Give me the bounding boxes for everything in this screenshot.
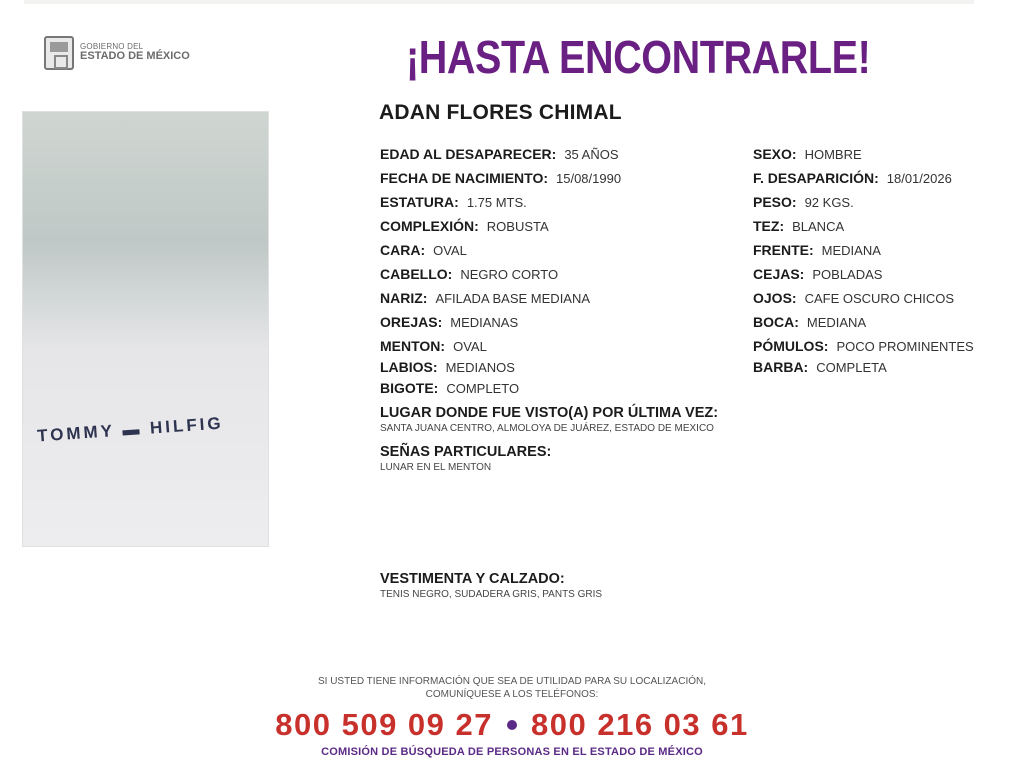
field-label: MENTON: (380, 338, 446, 354)
field-value: 15/08/1990 (556, 171, 622, 186)
field-label: LABIOS: (380, 359, 438, 375)
field-peso (753, 194, 1023, 218)
field-value: MEDIANAS (450, 315, 519, 330)
field-label: OREJAS: (380, 314, 443, 330)
field-label: BOCA: (753, 314, 799, 330)
field-boca (753, 314, 1023, 338)
top-band (24, 0, 974, 4)
field-complexion (380, 218, 750, 242)
field-value: MEDIANA (821, 243, 881, 258)
person-name: ADAN FLORES CHIMAL (379, 101, 622, 124)
headline: ¡HASTA ENCONTRARLE! (406, 31, 871, 83)
field-value: MEDIANOS (445, 360, 515, 375)
last-seen-label: LUGAR DONDE FUE VISTO(A) POR ÚLTIMA VEZ: (380, 405, 719, 421)
bullet-separator-icon (507, 720, 517, 730)
field-label: CARA: (380, 242, 426, 258)
field-label: F. DESAPARICIÓN: (753, 170, 879, 186)
field-label: FECHA DE NACIMIENTO: (380, 170, 548, 186)
fields-right (753, 146, 1023, 380)
footer-info-line1: SI USTED TIENE INFORMACIÓN QUE SEA DE UTILIDAD PARA SU LOCALIZACIÓN, (317, 676, 707, 687)
field-label: FRENTE: (753, 242, 814, 258)
clothing-label: VESTIMENTA Y CALZADO: (380, 571, 565, 587)
clothing-value: TENIS NEGRO, SUDADERA GRIS, PANTS GRIS (380, 589, 603, 600)
phone-numbers (0, 707, 1024, 743)
field-edad (380, 146, 750, 170)
phone-number-1[interactable]: 800 509 09 27 (275, 707, 493, 742)
last-seen-section (380, 405, 718, 434)
last-seen-value: SANTA JUANA CENTRO, ALMOLOYA DE JUÁREZ, ESTADO DE MEXICO (380, 423, 714, 434)
state-crest-icon (44, 36, 74, 70)
photo-shirt-text: TOMMY ▬ HILFIG (36, 413, 225, 446)
field-value: OVAL (453, 339, 487, 354)
marks-section (380, 444, 551, 473)
field-labios (380, 359, 750, 380)
logo-text (80, 43, 190, 63)
field-label: TEZ: (753, 218, 785, 234)
field-label: BIGOTE: (380, 380, 439, 396)
field-value: HOMBRE (804, 147, 862, 162)
field-label: ESTATURA: (380, 194, 459, 210)
marks-value: LUNAR EN EL MENTON (380, 462, 492, 473)
field-barba (753, 359, 1023, 380)
field-value: MEDIANA (806, 315, 867, 330)
field-pomulos (753, 338, 1023, 359)
field-label: PÓMULOS: (753, 338, 829, 354)
field-value: POBLADAS (812, 267, 883, 282)
field-tez (753, 218, 1023, 242)
clothing-section (380, 571, 602, 600)
field-value: NEGRO CORTO (460, 267, 559, 282)
field-cejas (753, 266, 1023, 290)
field-label: SEXO: (753, 146, 797, 162)
field-fecha-nacimiento (380, 170, 750, 194)
field-value: COMPLETA (816, 360, 887, 375)
field-label: NARIZ: (380, 290, 428, 306)
person-photo (22, 111, 269, 547)
fields-left (380, 146, 750, 401)
field-label: CEJAS: (753, 266, 805, 282)
field-label: OJOS: (753, 290, 797, 306)
field-sexo (753, 146, 1023, 170)
field-cara (380, 242, 750, 266)
field-estatura (380, 194, 750, 218)
field-value: 92 KGS. (804, 195, 854, 210)
field-value: POCO PROMINENTES (836, 339, 974, 354)
field-orejas (380, 314, 750, 338)
field-fecha-desaparicion (753, 170, 1023, 194)
logo-line2: ESTADO DE MÉXICO (80, 50, 190, 63)
field-label: BARBA: (753, 359, 809, 375)
field-cabello (380, 266, 750, 290)
government-logo (44, 36, 190, 70)
agency-name: COMISIÓN DE BÚSQUEDA DE PERSONAS EN EL ESTADO DE MÉXICO (321, 746, 703, 758)
field-value: AFILADA BASE MEDIANA (435, 291, 591, 306)
field-label: PESO: (753, 194, 797, 210)
phone-number-2[interactable]: 800 216 03 61 (531, 707, 749, 742)
field-value: COMPLETO (446, 381, 520, 396)
field-value: CAFE OSCURO CHICOS (804, 291, 955, 306)
footer-info (0, 676, 1024, 701)
field-ojos (753, 290, 1023, 314)
field-bigote (380, 380, 750, 401)
field-label: EDAD AL DESAPARECER: (380, 146, 557, 162)
field-frente (753, 242, 1023, 266)
field-value: 1.75 MTS. (466, 195, 527, 210)
field-label: COMPLEXIÓN: (380, 218, 479, 234)
field-value: 18/01/2026 (886, 171, 952, 186)
field-label: CABELLO: (380, 266, 453, 282)
logo-line1: GOBIERNO DEL (80, 42, 144, 52)
field-value: 35 AÑOS (564, 147, 619, 162)
field-value: ROBUSTA (486, 219, 549, 234)
field-value: OVAL (433, 243, 467, 258)
field-nariz (380, 290, 750, 314)
footer-info-line2: COMUNÍQUESE A LOS TELÉFONOS: (425, 688, 599, 700)
marks-label: SEÑAS PARTICULARES: (380, 444, 552, 460)
field-value: BLANCA (792, 219, 845, 234)
footer (0, 676, 1024, 758)
field-menton (380, 338, 750, 359)
